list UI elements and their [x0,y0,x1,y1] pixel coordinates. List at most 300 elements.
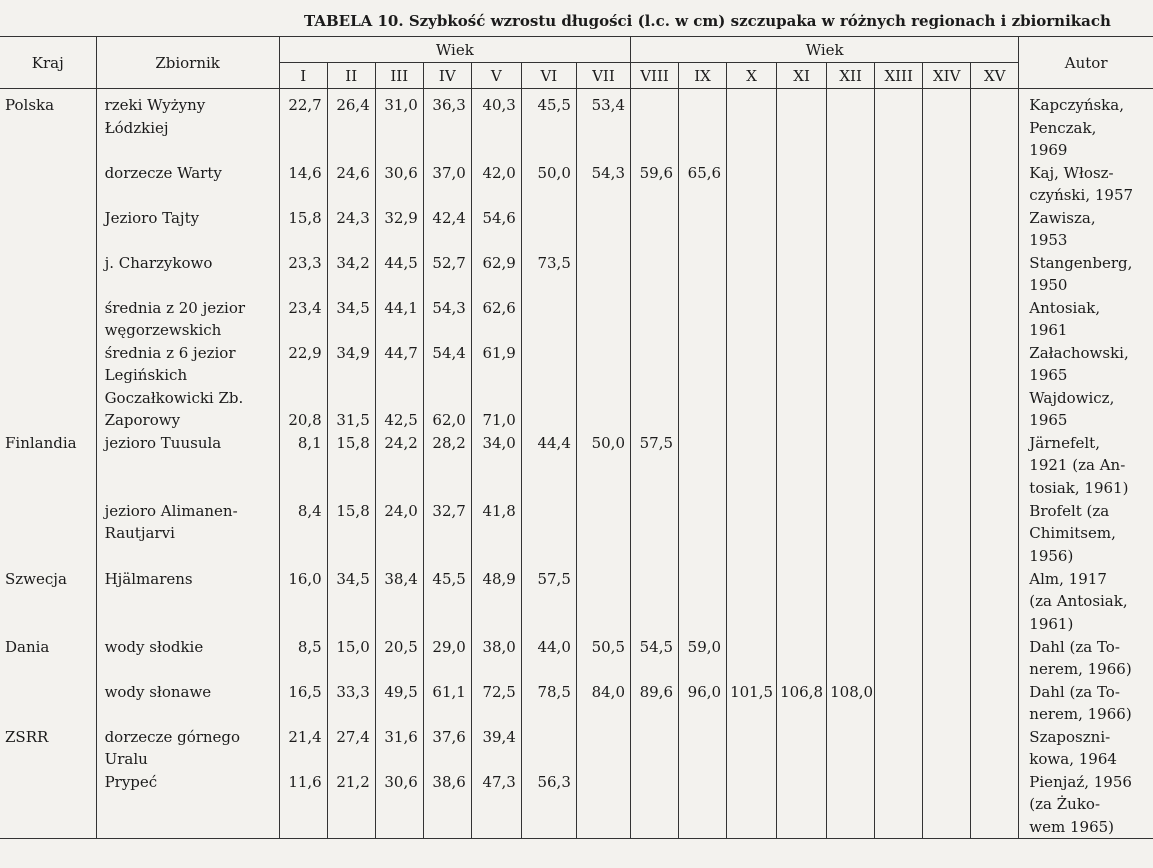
value-cell: 106,8 [777,681,827,726]
value-cell [923,162,971,207]
value-cell [827,500,875,568]
value-cell [875,681,923,726]
table-row [0,252,1153,297]
value-cell: 11,6 [279,771,327,839]
value-cell: 44,7 [375,342,423,387]
value-cell: 34,5 [327,568,375,636]
value-cell: 21,4 [279,726,327,771]
value-cell: 41,8 [471,500,521,568]
value-cell [875,207,923,252]
value-cell: 8,5 [279,636,327,681]
value-cell: 16,0 [279,568,327,636]
cell-line: tosiak, 1961) [1029,478,1129,497]
country-cell: Szwecja [5,569,67,588]
value-cell: 52,7 [423,252,471,297]
cell-line: węgorzewskich [104,321,222,339]
cell-line: wody słodkie [104,637,204,656]
country-cell: Polska [5,96,55,114]
value-cell [827,771,875,839]
value-cell [679,342,727,387]
value-cell: 37,6 [423,726,471,771]
value-cell: 50,0 [576,432,630,500]
value-cell: 61,9 [471,342,521,387]
value-cell: 15,8 [327,432,375,500]
value-cell [971,636,1019,681]
value-cell [777,342,827,387]
value-cell: 24,6 [327,162,375,207]
author-cell [1019,207,1153,252]
table-row [0,207,1153,252]
value-cell: 40,3 [471,89,521,162]
value-cell [727,500,777,568]
value-cell: 73,5 [521,252,576,297]
table-row [0,89,1153,162]
cell-line: Wajdowicz, [1029,388,1115,407]
value-cell [631,568,679,636]
value-cell [631,89,679,162]
value-cell [827,252,875,297]
value-cell: 59,0 [679,636,727,681]
value-cell: 23,3 [279,252,327,297]
value-cell [576,771,630,839]
value-cell: 29,0 [423,636,471,681]
cell-line: Brofelt (za [1029,501,1110,520]
value-cell [875,252,923,297]
reservoir-cell [96,500,279,568]
author-cell [1019,252,1153,297]
cell-line: Kaj, Włosz- [1029,163,1114,182]
value-cell [777,636,827,681]
value-cell [875,568,923,636]
table-body [0,89,1153,839]
value-cell: 89,6 [631,681,679,726]
value-cell: 61,1 [423,681,471,726]
country-cell [0,681,96,726]
cell-line: Zawisza, [1029,208,1096,227]
cell-line: (za Antosiak, [1029,592,1128,610]
value-cell [727,207,777,252]
country-cell: Finlandia [5,433,77,452]
value-cell: 59,6 [631,162,679,207]
value-cell [679,207,727,252]
value-cell: 50,5 [576,636,630,681]
value-cell: 54,6 [471,207,521,252]
value-cell [576,387,630,432]
value-cell: 44,1 [375,297,423,342]
cell-line: 1956) [1029,546,1074,565]
country-cell [0,162,96,207]
cell-line: Antosiak, [1029,298,1101,317]
value-cell: 108,0 [827,681,875,726]
value-cell [727,297,777,342]
cell-line: 1965 [1029,411,1068,429]
value-cell [521,387,576,432]
value-cell [923,726,971,771]
cell-line: 1950 [1029,276,1068,294]
author-cell [1019,726,1153,771]
value-cell [923,252,971,297]
value-cell [777,207,827,252]
value-cell [777,297,827,342]
value-cell [971,432,1019,500]
value-cell [971,252,1019,297]
value-cell [631,297,679,342]
value-cell [875,297,923,342]
value-cell [827,297,875,342]
value-cell: 47,3 [471,771,521,839]
value-cell: 54,3 [423,297,471,342]
header-age: III [375,63,423,89]
header-age: XIII [875,63,923,89]
value-cell [521,342,576,387]
cell-line: Uralu [104,750,148,768]
value-cell [576,726,630,771]
value-cell [777,568,827,636]
value-cell: 15,8 [327,500,375,568]
cell-line: Penczak, [1029,118,1097,137]
value-cell: 32,7 [423,500,471,568]
header-age: IV [423,63,471,89]
cell-line: rzeki Wyżyny [104,96,206,114]
country-cell [0,387,96,432]
value-cell [875,162,923,207]
cell-line: 1953 [1029,231,1068,249]
value-cell: 22,7 [279,89,327,162]
value-cell [827,432,875,500]
reservoir-cell [96,207,279,252]
value-cell [777,387,827,432]
header-age: XII [827,63,875,89]
author-cell [1019,342,1153,387]
cell-line: średnia z 6 jezior [104,343,236,362]
value-cell [777,252,827,297]
cell-line: dorzecze górnego [104,727,241,746]
value-cell [971,162,1019,207]
value-cell: 42,4 [423,207,471,252]
cell-line: Pienjaź, 1956 [1029,772,1132,791]
table-row [0,162,1153,207]
value-cell: 42,5 [375,387,423,432]
country-cell: ZSRR [5,727,49,746]
table-row [0,342,1153,387]
cell-line: jezioro Tuusula [104,433,222,452]
country-cell [0,252,96,297]
cell-line: Alm, 1917 [1029,569,1107,588]
value-cell: 62,9 [471,252,521,297]
value-cell [576,297,630,342]
table-row [0,432,1153,500]
value-cell [827,207,875,252]
reservoir-cell [96,681,279,726]
value-cell: 71,0 [471,387,521,432]
cell-line: Łódzkiej [104,118,169,137]
reservoir-cell [96,726,279,771]
value-cell: 33,3 [327,681,375,726]
value-cell [971,387,1019,432]
reservoir-cell [96,89,279,162]
header-wiek-right: Wiek [631,37,1019,63]
table-row [0,726,1153,771]
header-age: VII [576,63,630,89]
header-age: X [727,63,777,89]
reservoir-cell [96,432,279,500]
value-cell: 24,2 [375,432,423,500]
value-cell: 96,0 [679,681,727,726]
value-cell: 53,4 [576,89,630,162]
cell-line: nerem, 1966) [1029,660,1132,678]
header-age: IX [679,63,727,89]
value-cell: 15,8 [279,207,327,252]
table-row [0,681,1153,726]
value-cell: 84,0 [576,681,630,726]
reservoir-cell [96,568,279,636]
country-cell [0,342,96,387]
value-cell [923,500,971,568]
value-cell [727,387,777,432]
value-cell [727,89,777,162]
value-cell [875,89,923,162]
country-cell: Dania [5,637,50,656]
cell-line: Goczałkowicki Zb. [104,388,244,407]
value-cell: 32,9 [375,207,423,252]
value-cell: 57,5 [631,432,679,500]
value-cell [679,771,727,839]
value-cell [827,342,875,387]
cell-line: jezioro Alimanen- [104,501,238,520]
header-age: I [279,63,327,89]
cell-line: średnia z 20 jezior [104,298,246,317]
value-cell [827,726,875,771]
author-cell [1019,387,1153,432]
value-cell [727,726,777,771]
cell-line: wody słonawe [104,682,212,701]
header-age: XI [777,63,827,89]
cell-line: (za Żuko- [1029,795,1101,813]
value-cell [875,636,923,681]
table-row [0,387,1153,432]
value-cell [521,500,576,568]
header-age: V [471,63,521,89]
cell-line: 1961) [1029,614,1074,633]
value-cell: 48,9 [471,568,521,636]
value-cell: 36,3 [423,89,471,162]
value-cell: 39,4 [471,726,521,771]
header-age: XV [971,63,1019,89]
cell-line: Dahl (za To- [1029,637,1120,656]
value-cell: 62,6 [471,297,521,342]
value-cell: 45,5 [521,89,576,162]
value-cell: 31,6 [375,726,423,771]
cell-line: Prypeć [104,772,158,791]
value-cell: 8,4 [279,500,327,568]
author-cell [1019,162,1153,207]
value-cell: 23,4 [279,297,327,342]
value-cell: 44,4 [521,432,576,500]
cell-line: 1965 [1029,366,1068,384]
author-cell [1019,771,1153,839]
cell-line: kowa, 1964 [1029,750,1117,768]
cell-line: 1921 (za An- [1029,456,1126,474]
cell-line: Järnefelt, [1029,433,1100,452]
author-cell [1019,681,1153,726]
value-cell: 27,4 [327,726,375,771]
reservoir-cell [96,252,279,297]
table-row [0,771,1153,839]
value-cell [875,342,923,387]
value-cell [679,432,727,500]
value-cell [679,252,727,297]
value-cell [777,89,827,162]
value-cell [971,681,1019,726]
value-cell [971,726,1019,771]
value-cell: 44,5 [375,252,423,297]
value-cell [875,432,923,500]
value-cell [521,726,576,771]
value-cell [827,387,875,432]
cell-line: Stangenberg, [1029,253,1133,272]
value-cell [727,252,777,297]
value-cell: 34,9 [327,342,375,387]
cell-line: Dahl (za To- [1029,682,1120,701]
value-cell [875,726,923,771]
cell-line: nerem, 1966) [1029,705,1132,723]
value-cell: 30,6 [375,162,423,207]
value-cell: 45,5 [423,568,471,636]
cell-line: Chimitsem, [1029,524,1116,542]
value-cell: 65,6 [679,162,727,207]
value-cell: 57,5 [521,568,576,636]
value-cell [631,726,679,771]
value-cell: 31,5 [327,387,375,432]
value-cell: 30,6 [375,771,423,839]
cell-line: Zaporowy [104,411,181,429]
table-row [0,636,1153,681]
value-cell [923,89,971,162]
header-autor: Autor [1019,37,1153,89]
header-zbiornik: Zbiornik [96,37,279,89]
value-cell: 50,0 [521,162,576,207]
author-cell [1019,636,1153,681]
value-cell [971,89,1019,162]
cell-line: 1969 [1029,141,1068,159]
value-cell [777,162,827,207]
country-cell [0,207,96,252]
author-cell [1019,89,1153,162]
cell-line: j. Charzykowo [104,253,213,272]
value-cell [923,681,971,726]
value-cell [631,207,679,252]
cell-line: Szaposzni- [1029,727,1111,746]
value-cell [923,771,971,839]
value-cell: 22,9 [279,342,327,387]
value-cell [777,500,827,568]
value-cell [576,252,630,297]
value-cell: 34,2 [327,252,375,297]
value-cell [777,771,827,839]
value-cell [971,500,1019,568]
reservoir-cell [96,636,279,681]
author-cell [1019,297,1153,342]
value-cell [923,387,971,432]
reservoir-cell [96,297,279,342]
value-cell [521,297,576,342]
value-cell: 8,1 [279,432,327,500]
cell-line: Załachowski, [1029,343,1129,362]
value-cell [827,162,875,207]
cell-line: Legińskich [104,366,188,384]
value-cell [777,726,827,771]
value-cell: 14,6 [279,162,327,207]
cell-line: Rautjarvi [104,524,175,542]
value-cell [923,568,971,636]
value-cell: 20,8 [279,387,327,432]
value-cell: 34,5 [327,297,375,342]
table-row [0,500,1153,568]
value-cell: 54,4 [423,342,471,387]
reservoir-cell [96,162,279,207]
value-cell [875,500,923,568]
cell-line: czyński, 1957 [1029,186,1134,204]
value-cell: 44,0 [521,636,576,681]
value-cell [631,500,679,568]
value-cell [631,342,679,387]
value-cell [827,636,875,681]
value-cell: 16,5 [279,681,327,726]
value-cell [679,500,727,568]
header-age: VIII [631,63,679,89]
author-cell [1019,432,1153,500]
value-cell [679,568,727,636]
growth-table [0,36,1153,839]
value-cell [971,297,1019,342]
value-cell: 38,0 [471,636,521,681]
value-cell [727,568,777,636]
value-cell: 78,5 [521,681,576,726]
cell-line: wem 1965) [1029,817,1115,836]
author-cell [1019,568,1153,636]
value-cell [679,726,727,771]
value-cell: 26,4 [327,89,375,162]
cell-line: dorzecze Warty [104,163,222,182]
table-row [0,297,1153,342]
value-cell [631,252,679,297]
value-cell [727,636,777,681]
value-cell [923,432,971,500]
value-cell [971,568,1019,636]
header-age: VI [521,63,576,89]
header-wiek-left: Wiek [279,37,630,63]
value-cell [576,500,630,568]
header-kraj: Kraj [0,37,96,89]
header-age: II [327,63,375,89]
value-cell: 56,3 [521,771,576,839]
value-cell: 62,0 [423,387,471,432]
value-cell [971,207,1019,252]
value-cell [679,89,727,162]
cell-line: Kapczyńska, [1029,96,1124,114]
value-cell: 38,6 [423,771,471,839]
value-cell: 21,2 [327,771,375,839]
author-cell [1019,500,1153,568]
value-cell: 49,5 [375,681,423,726]
value-cell [727,342,777,387]
value-cell: 20,5 [375,636,423,681]
value-cell [923,297,971,342]
value-cell [777,432,827,500]
value-cell: 28,2 [423,432,471,500]
reservoir-cell [96,771,279,839]
country-cell [0,297,96,342]
